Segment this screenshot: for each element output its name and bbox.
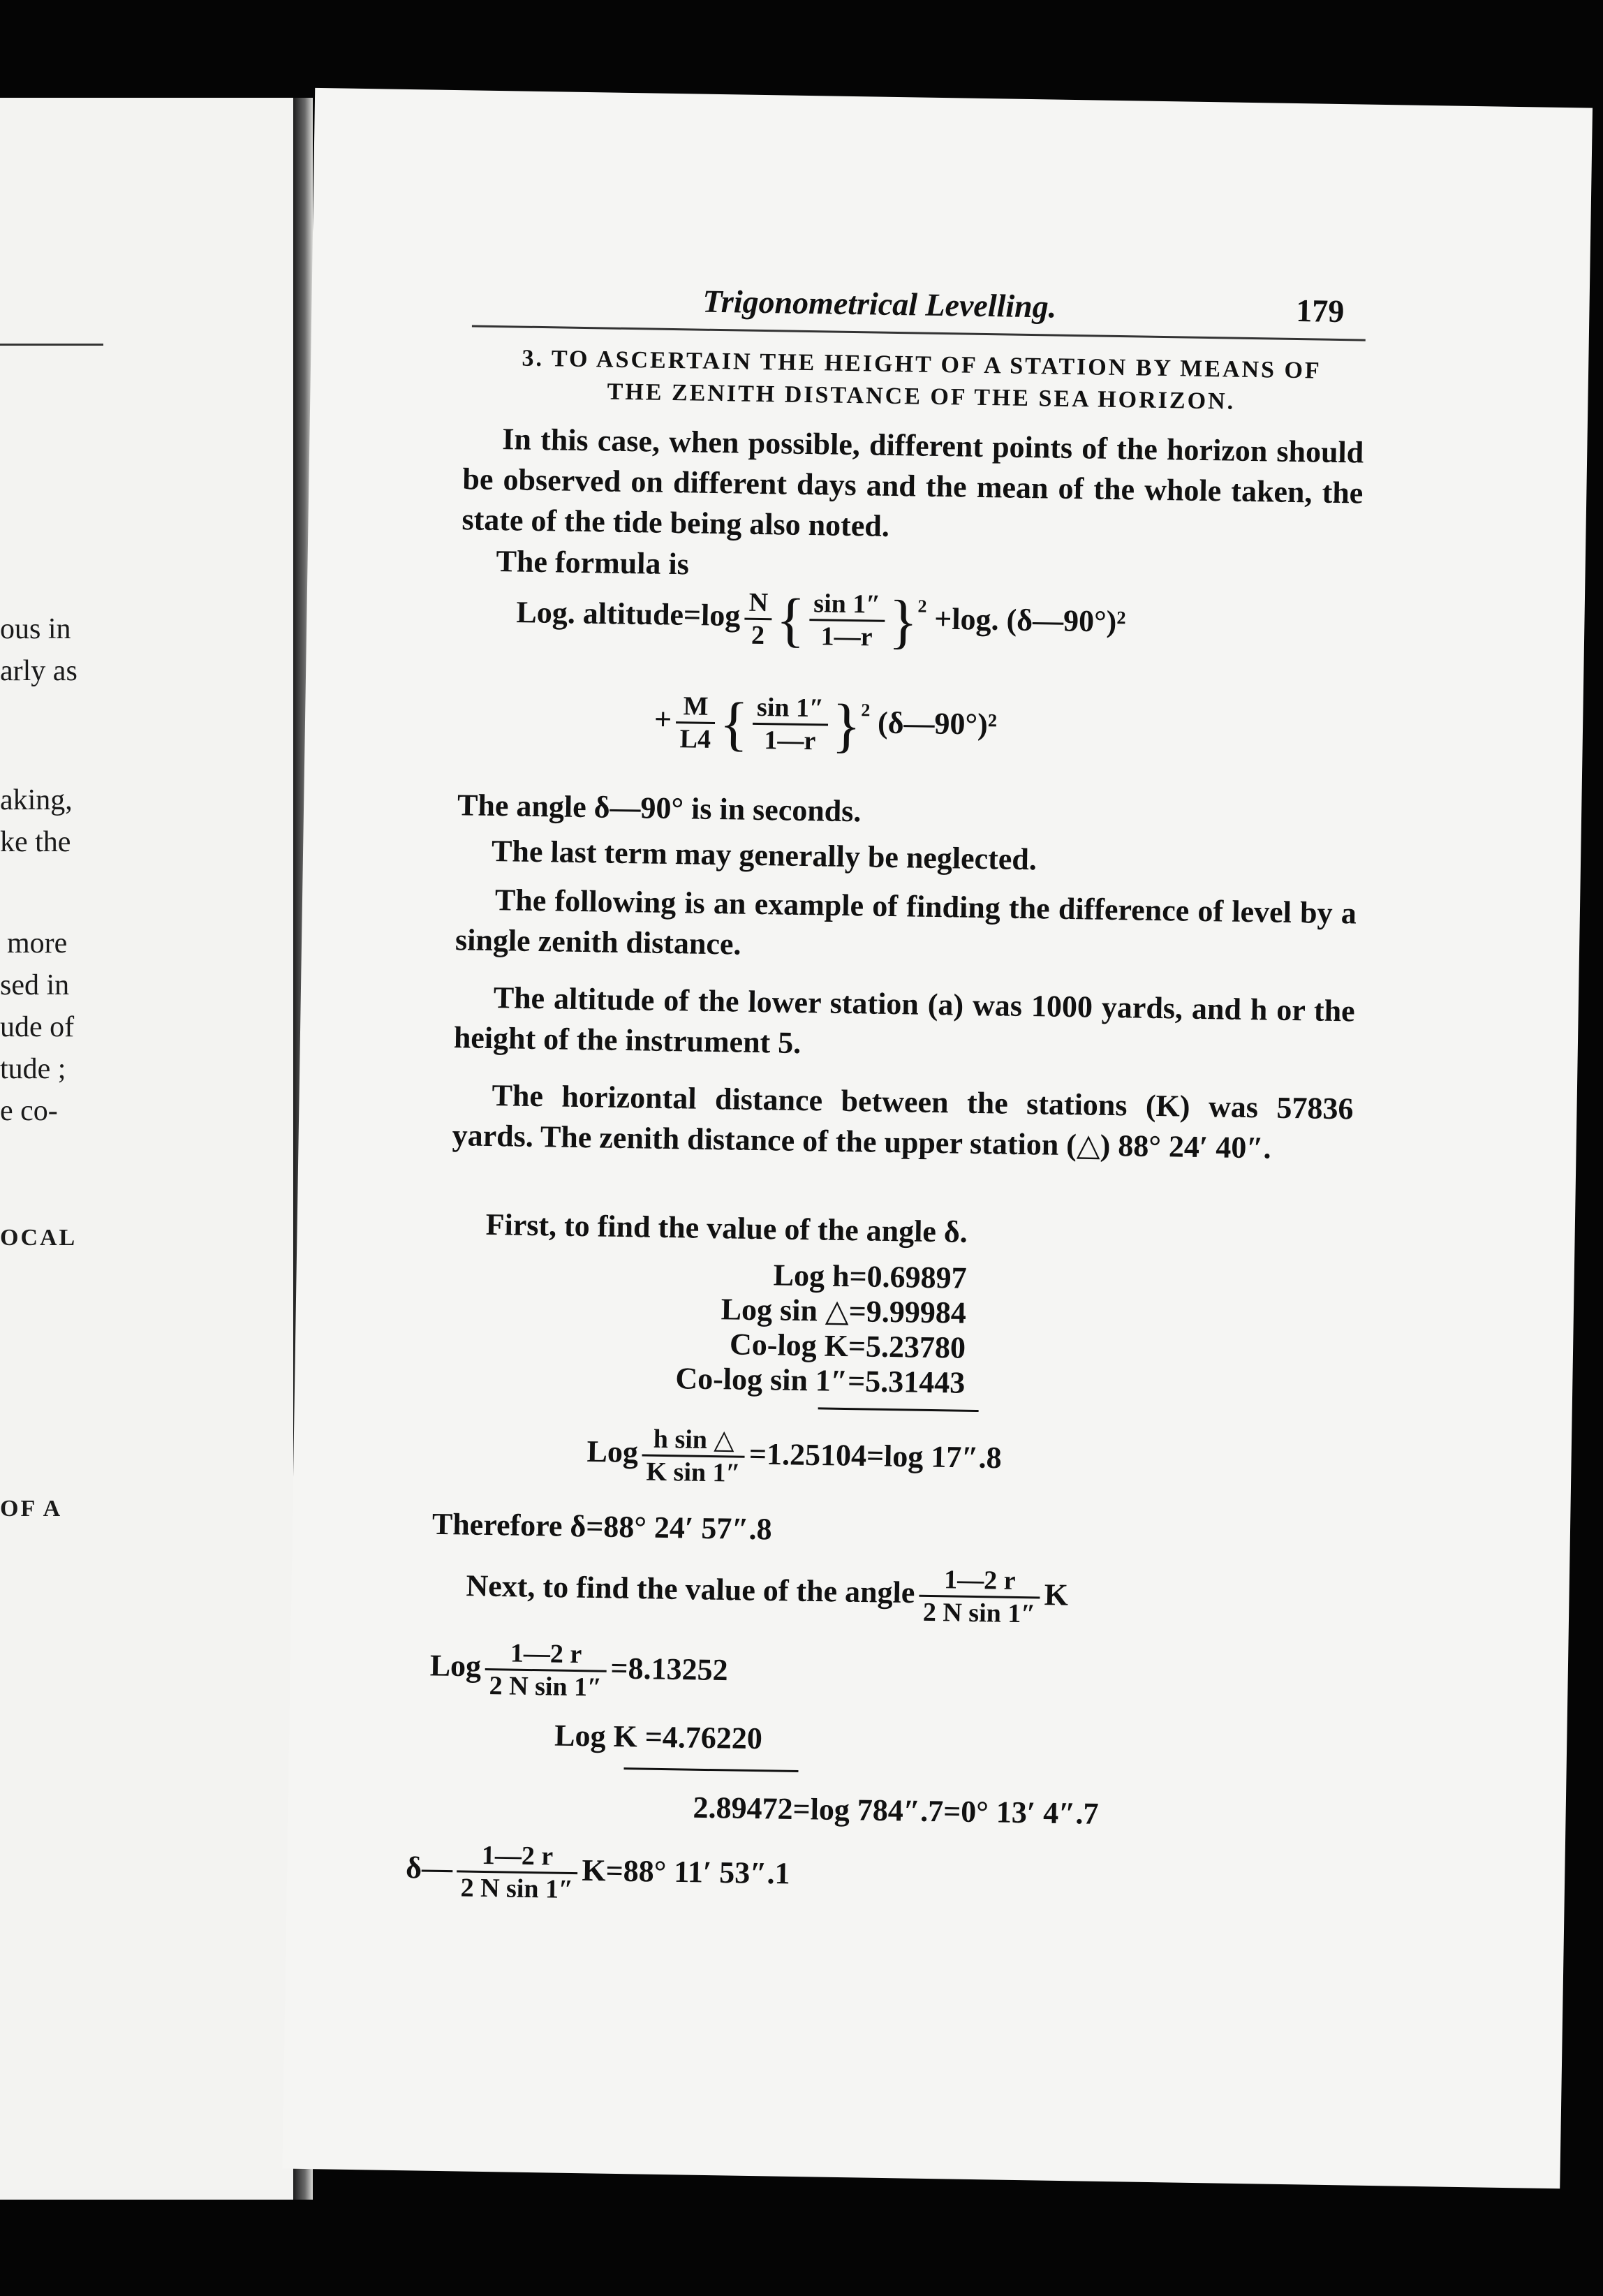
brace-close: } <box>831 691 862 759</box>
page-number: 179 <box>1296 293 1345 330</box>
final-tail: K=88° 11′ 53″.1 <box>582 1853 790 1891</box>
fraction <box>485 1638 607 1703</box>
next-find-line <box>466 1557 1069 1631</box>
left-fragment: ous in <box>0 613 71 645</box>
fraction-denominator: 1—r <box>820 621 873 652</box>
paragraph-altitude: The altitude of the lower station (a) was 1000 yards, and h or the height of the instrument 5. <box>453 980 1356 1060</box>
log-lead: Log <box>429 1648 482 1684</box>
calc-line: Log h=0.69897 <box>773 1258 967 1295</box>
section-heading-line: 3. TO ASCERTAIN THE HEIGHT OF A STATION BY MEANS OF <box>522 345 1322 384</box>
fraction-denominator: 2 N sin 1″ <box>489 1671 603 1702</box>
left-fragment: sed in <box>0 969 70 1001</box>
fraction <box>752 692 828 757</box>
log-h-sin-line <box>586 1422 1002 1492</box>
sum-line: 2.89472=log 784″.7=0° 13′ 4″.7 <box>693 1790 1099 1831</box>
fraction-numerator: 1—2 r <box>485 1638 607 1672</box>
calc-line: Log sin △=9.99984 <box>721 1292 967 1330</box>
log-ratio-line <box>429 1637 728 1705</box>
fraction-numerator: sin 1″ <box>753 692 829 726</box>
book-page <box>282 88 1593 2188</box>
paragraph-horizon: In this case, when possible, different points of the horizon should be observed on different days and the mean of the whole taken, the state of the tide being also noted. <box>461 422 1364 543</box>
fraction <box>919 1564 1041 1630</box>
final-lead: δ— <box>405 1850 453 1885</box>
calc-line: Co-log sin 1″=5.31443 <box>675 1361 966 1400</box>
log-lead: Log <box>586 1434 639 1469</box>
formula-tail: (δ—90°)² <box>877 705 998 742</box>
fraction <box>642 1423 745 1488</box>
exponent: 2 <box>861 700 871 721</box>
fraction-numerator: 1—2 r <box>457 1839 578 1874</box>
next-find-text: Next, to find the value of the angle <box>466 1568 915 1610</box>
calc-line: Co-log K=5.23780 <box>729 1327 966 1365</box>
header-rule <box>472 325 1366 341</box>
left-fragment: ude of <box>0 1011 75 1043</box>
log-k-label: Log K <box>554 1718 638 1754</box>
formula-intro: The formula is <box>496 544 690 582</box>
left-fragment: OF A <box>0 1496 63 1522</box>
left-fragment: arly as <box>0 655 77 687</box>
section-heading <box>471 341 1372 420</box>
fraction-denominator: K sin 1″ <box>646 1457 741 1488</box>
formula-line-2 <box>653 691 997 760</box>
fraction-denominator: 1—r <box>764 726 816 756</box>
fraction <box>675 691 716 755</box>
section-heading-line: THE ZENITH DISTANCE OF THE SEA HORIZON. <box>607 378 1236 415</box>
final-result-line <box>405 1839 790 1908</box>
left-fragment: tude ; <box>0 1053 66 1085</box>
left-fragment: OCAL <box>0 1225 77 1251</box>
sum-rule <box>623 1767 798 1772</box>
left-facing-page <box>0 98 296 2200</box>
exponent: 2 <box>917 596 927 617</box>
last-term-note: The last term may generally be neglected. <box>491 833 1037 877</box>
log-ratio-value: =8.13252 <box>610 1651 728 1688</box>
fraction-numerator: 1—2 r <box>919 1564 1040 1599</box>
paragraph-horizontal: The horizontal distance between the stations (K) was 57836 yards. The zenith distance of the upper station (△) 88° 24′ 40″. <box>452 1078 1354 1165</box>
left-fragment: e co- <box>0 1095 58 1127</box>
fraction-numerator: M <box>676 691 716 724</box>
fraction-numerator: N <box>744 587 772 621</box>
fraction-denominator: 2 N sin 1″ <box>922 1597 1036 1629</box>
log-calculation <box>574 1255 967 1401</box>
fraction-numerator: sin 1″ <box>809 588 885 622</box>
log-k-value: =4.76220 <box>644 1719 763 1756</box>
formula-lead: Log. altitude=log <box>516 595 741 633</box>
paragraph-example: The following is an example of finding the difference of level by a single zenith distance. <box>455 883 1357 962</box>
brace-close: } <box>888 587 918 656</box>
first-find: First, to find the value of the angle δ. <box>485 1207 968 1249</box>
fraction-denominator: 2 N sin 1″ <box>460 1873 574 1905</box>
fraction-denominator: 2 <box>751 620 765 651</box>
sum-rule <box>818 1407 979 1412</box>
formula-line-1 <box>516 584 1126 657</box>
angle-note: The angle δ—90° is in seconds. <box>457 788 862 829</box>
therefore-line: Therefore δ=88° 24′ 57″.8 <box>431 1506 773 1547</box>
left-fragment: more <box>7 927 68 959</box>
fraction <box>744 587 773 652</box>
formula-plus: + <box>653 702 672 737</box>
fraction-numerator: h sin △ <box>642 1423 746 1457</box>
fraction <box>456 1839 578 1905</box>
left-header-rule <box>0 344 103 346</box>
running-header: Trigonometrical Levelling. <box>702 283 1057 325</box>
log-k-line <box>554 1719 762 1756</box>
brace-open: { <box>718 689 749 758</box>
log-result: =1.25104=log 17″.8 <box>748 1436 1003 1476</box>
left-fragment: ke the <box>0 826 71 858</box>
brace-open: { <box>775 585 806 654</box>
next-find-tail: K <box>1044 1577 1069 1612</box>
fraction <box>808 588 885 653</box>
formula-tail: +log. (δ—90°)² <box>933 601 1126 639</box>
left-fragment: aking, <box>0 784 73 816</box>
fraction-denominator: L4 <box>679 724 711 754</box>
